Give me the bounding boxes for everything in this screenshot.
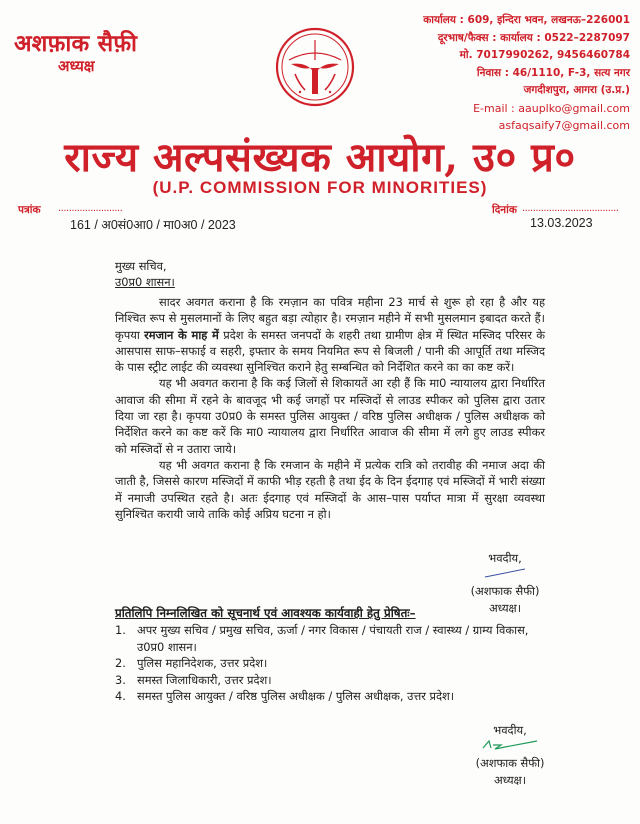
paragraph-1-bold: रमजान के माह में: [144, 327, 219, 342]
chairperson-title: अध्यक्ष: [58, 57, 95, 75]
letter-number-label: पत्रांक: [18, 204, 41, 216]
letter-number: 161 / अ0सं0आ0 / मा0अ0 / 2023: [70, 218, 236, 232]
signature-ink-2-icon: [475, 739, 545, 751]
signatory-name-2: (अशफाक सैफी): [475, 756, 545, 770]
office-address: कार्यालय : 609, इन्दिरा भवन, लखनऊ–226001: [423, 14, 630, 26]
copy-to-item: 1. अपर मुख्य सचिव / प्रमुख सचिव, ऊर्जा / नगर विकास / पंचायती राज / स्वास्थ्य / ग्राम्य विकास, उ0प्र0 शासन।: [115, 623, 529, 654]
letter-date: 13.03.2023: [530, 216, 593, 230]
copy-to-list: [115, 622, 555, 705]
signature-block-2: [455, 722, 565, 788]
addressee-line-2: उ0प्र0 शासन।: [115, 275, 175, 289]
copy-to-item: 4. समस्त पुलिस आयुक्त / वरिष्ठ पुलिस अधीक्षक / पुलिस अधीक्षक, उत्तर प्रदेश।: [115, 689, 455, 703]
copy-to-heading: प्रतिलिपि निम्नलिखित को सूचनार्थ एवं आवश्यक कार्यवाही हेतु प्रेषितः–: [115, 606, 416, 620]
paragraph-2: यह भी अवगत कराना है कि कई जिलों से शिकायतें आ रही हैं कि मा0 न्यायालय द्वारा निर्धारित आवाज की सीमा में रहने के बावजूद भी कई जगहों पर मस्जिदों से लाउड स्पीकर को पुलिस द्वारा उतार दिया जा रहा है। कृपया उ0प्र0 के समस्त पुलिस आयुक्त / वरिष्ठ पुलिस अधीक्षक / पुलिस अधीक्षक को निर्देशित करने का कष्ट करें कि मा0 न्यायालय द्वारा निर्धारित आवाज की सीमा में लगे हुए लाउड स्पीकर को मस्जिदों से न उतारा जाये।: [115, 376, 545, 456]
date-dots: ....................................: [522, 203, 619, 214]
paragraph-3: यह भी अवगत कराना है कि रमजान के महीने में प्रत्येक रात्रि को तरावीह की नमाज अदा की जाती है, जिससे कारण मस्जिदों में काफी भीड़ रहती है तथा ईद के दिन ईदगाह एवं मस्जिदों में भारी संख्या में नमाजी उपस्थित रहते है। अतः ईदगाह एवं मस्जिदों के आस–पास पर्याप्त मात्रा में सुरक्षा व्यवस्था सुनिश्चित करायी जाये ताकि कोई अप्रिय घटना न हो।: [115, 457, 545, 521]
contact-block: [423, 12, 630, 135]
closing-1: भवदीय,: [488, 551, 522, 565]
organization-subtitle: (U.P. COMMISSION FOR MINORITIES): [152, 178, 488, 197]
copy-to-item: 3. समस्त जिलाधिकारी, उत्तर प्रदेश।: [115, 672, 272, 687]
closing-2: भवदीय,: [493, 723, 527, 737]
signature-block-1: [450, 550, 560, 616]
email-1: E-mail : aauplko@gmail.com: [473, 101, 630, 115]
addressee-line-1: मुख्य सचिव,: [115, 259, 167, 273]
copy-to-item: 2. पुलिस महानिदेशक, उत्तर प्रदेश।: [115, 656, 268, 670]
paragraph-1-text-b: प्रदेश के समस्त जनपदों के शहरी तथा ग्रामीण क्षेत्र में स्थित मस्जिद परिसर के आसपास साफ–सफाई व सहरी, इफ्तार के समय नियमित रूप से बिजली / पानी की आपूर्ति तथा मस्जिद के पास स्ट्रीट लाईट की व्यवस्था सुनिश्चित कराने हेतु सम्बन्धित को निर्देशित करने का का कष्ट करें।: [115, 327, 545, 375]
chairperson-name: अशफ़ाक सैफ़ी: [14, 31, 138, 57]
letter-number-dots: ........................: [58, 203, 123, 214]
date-label: दिनांक: [492, 204, 517, 216]
signatory-title-1: अध्यक्ष।: [488, 600, 522, 615]
email-2: asfaqsaify7@gmail.com: [498, 119, 630, 132]
letter-body: [115, 294, 545, 522]
addressee: [115, 258, 175, 290]
signatory-name-1: (अशफाक सैफी): [470, 584, 540, 598]
paragraph-1: [115, 294, 545, 375]
mobile-numbers: मो. 7017990262, 9456460784: [459, 49, 630, 61]
organization-title: राज्य अल्पसंख्यक आयोग, उ० प्र०: [64, 134, 576, 181]
paragraph-1-text-a: सादर अवगत कराना है कि रमज़ान का पवित्र महीना 23 मार्च से शुरू हो रहा है और यह निश्चित रूप से मुसलमानों के लिए बहुत बड़ा त्योहार है। रमज़ान महीने में सभी मुसलमान इबादत करते हैं। कृपया: [115, 295, 545, 342]
residence-line-1: निवास : 46/1110, F-3, सत्य नगर: [476, 66, 630, 79]
signature-stroke-1-icon: [475, 567, 535, 579]
up-government-emblem-icon: [275, 24, 355, 110]
residence-line-2: जगदीशपुरा, आगरा (उ.प्र.): [523, 84, 630, 96]
phone-fax: दूरभाष/फैक्स : कार्यालय : 0522–2287097: [437, 31, 630, 44]
signatory-title-2: अध्यक्ष।: [493, 772, 527, 787]
